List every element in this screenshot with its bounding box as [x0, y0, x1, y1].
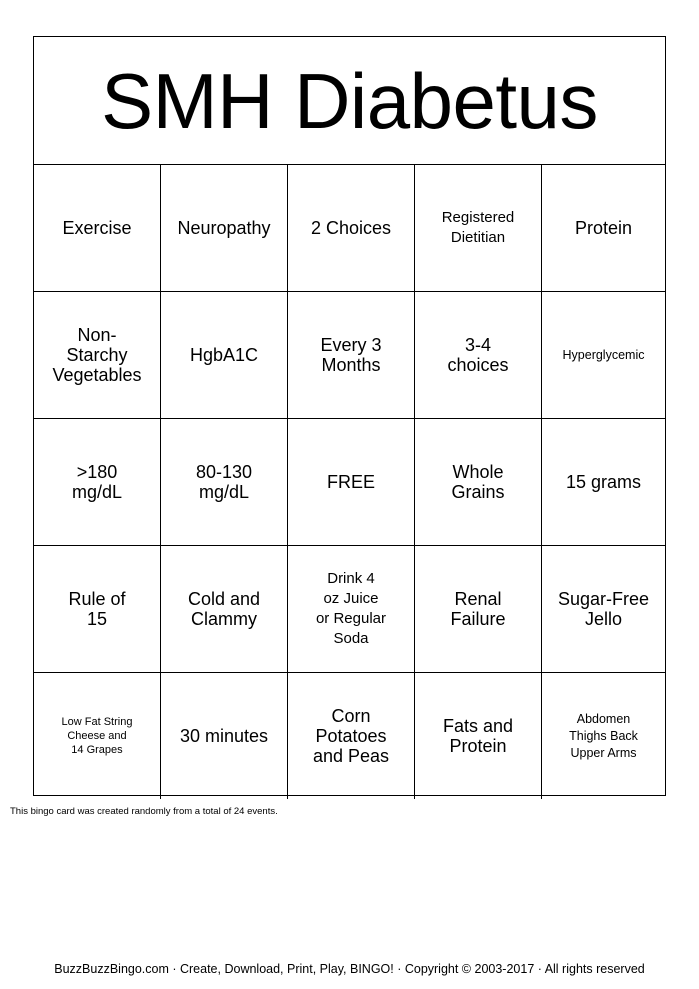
bingo-cell-text: Protein	[574, 218, 633, 238]
bingo-cell-text: 2 Choices	[310, 218, 392, 238]
bingo-cell-text: >180 mg/dL	[71, 462, 123, 502]
bingo-cell	[414, 545, 541, 672]
bingo-cell-text: Cold and Clammy	[187, 589, 261, 629]
bingo-cell-text: 30 minutes	[179, 726, 269, 746]
bingo-cell-text: 3-4 choices	[447, 335, 509, 375]
bingo-grid	[34, 164, 665, 795]
bingo-cell	[34, 672, 160, 799]
bingo-cell	[414, 672, 541, 799]
bingo-card	[33, 36, 666, 796]
bingo-cell	[414, 418, 541, 545]
bingo-cell	[160, 545, 287, 672]
bingo-cell	[287, 418, 414, 545]
bingo-cell	[541, 672, 665, 799]
bingo-cell	[287, 545, 414, 672]
bingo-cell-text: HgbA1C	[189, 345, 259, 365]
bingo-cell-text: 80-130 mg/dL	[195, 462, 253, 502]
bingo-cell	[287, 672, 414, 799]
bingo-cell-text: Drink 4 oz Juice or Regular Soda	[315, 570, 387, 647]
footer-copyright: BuzzBuzzBingo.com · Create, Download, Print, Play, BINGO! · Copyright © 2003-2017 · All rights reserved	[54, 962, 645, 976]
bingo-cell-text: Fats and Protein	[442, 716, 514, 756]
bingo-cell	[541, 164, 665, 291]
generation-note: This bingo card was created randomly from a total of 24 events.	[10, 806, 278, 817]
bingo-cell	[287, 164, 414, 291]
bingo-cell-text: Corn Potatoes and Peas	[312, 706, 390, 766]
bingo-cell-text: Neuropathy	[177, 218, 271, 238]
bingo-cell	[160, 164, 287, 291]
bingo-cell-text: Low Fat String Cheese and 14 Grapes	[61, 716, 133, 756]
bingo-cell	[34, 291, 160, 418]
bingo-cell	[541, 291, 665, 418]
bingo-cell-text: FREE	[326, 472, 375, 492]
bingo-cell	[34, 545, 160, 672]
bingo-cell-text: Renal Failure	[450, 589, 506, 629]
bingo-cell	[541, 418, 665, 545]
bingo-cell-text: Whole Grains	[451, 462, 505, 502]
bingo-cell-text: Abdomen Thighs Back Upper Arms	[569, 711, 638, 760]
bingo-cell	[541, 545, 665, 672]
bingo-cell	[160, 672, 287, 799]
bingo-cell-text: 15 grams	[565, 472, 642, 492]
bingo-cell-text: Every 3 Months	[320, 335, 382, 375]
bingo-cell	[414, 164, 541, 291]
bingo-cell-text: Rule of 15	[68, 589, 126, 629]
bingo-cell	[160, 291, 287, 418]
bingo-cell-text: Exercise	[62, 218, 132, 238]
bingo-cell	[160, 418, 287, 545]
bingo-cell-text: Registered Dietitian	[441, 209, 515, 246]
card-title: SMH Diabetus	[101, 56, 598, 145]
bingo-cell-text: Sugar-Free Jello	[557, 589, 650, 629]
bingo-cell	[34, 418, 160, 545]
bingo-cell-text: Hyperglycemic	[562, 347, 645, 362]
bingo-cell	[34, 164, 160, 291]
bingo-cell	[414, 291, 541, 418]
bingo-cell-text: Non- Starchy Vegetables	[52, 325, 142, 385]
bingo-cell	[287, 291, 414, 418]
